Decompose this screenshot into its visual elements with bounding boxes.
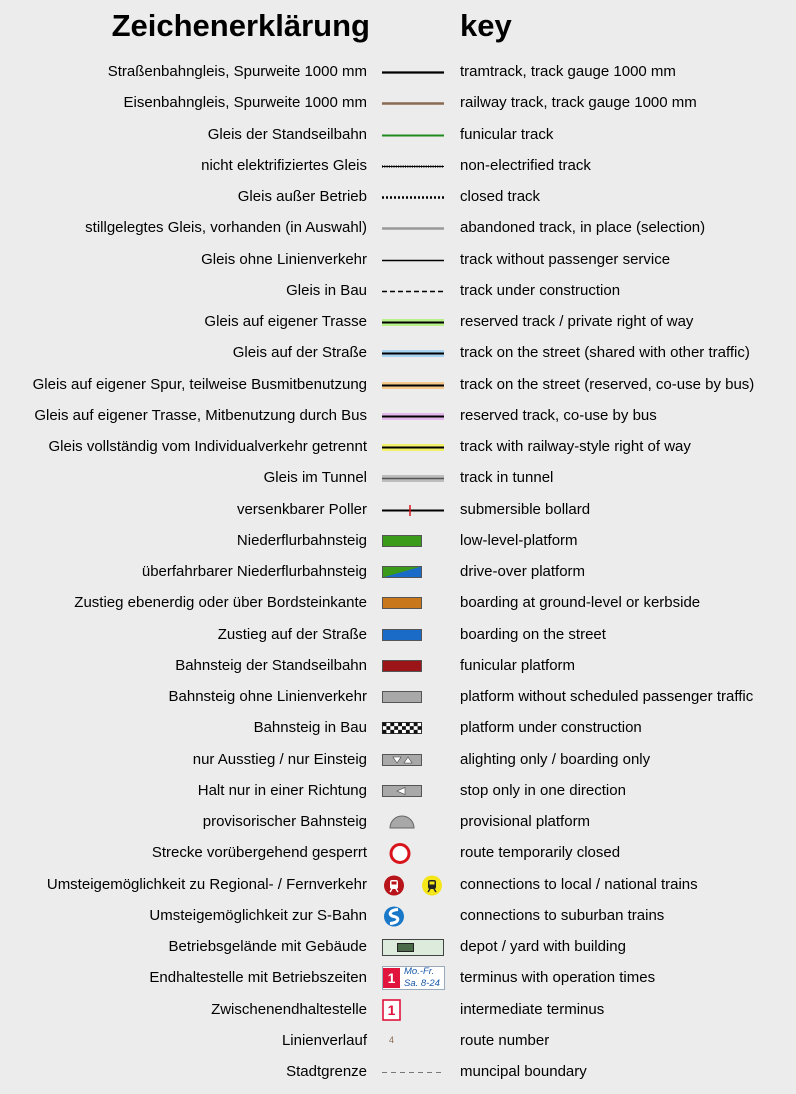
label-de: Gleis auf eigener Spur, teilweise Busmitbenutzung bbox=[32, 375, 367, 393]
legend-row-reservedbus bbox=[0, 401, 796, 432]
legend-row-bollard bbox=[0, 495, 796, 526]
label-en: boarding on the street bbox=[460, 625, 606, 643]
route-number-label: 4 bbox=[389, 1034, 395, 1045]
alighting-boarding-icon bbox=[380, 745, 446, 776]
label-de: Strecke vorübergehend gesperrt bbox=[151, 844, 367, 862]
label-en: connections to suburban trains bbox=[460, 906, 665, 924]
legend-row-provisional bbox=[0, 807, 796, 838]
label-en: non-electrified track bbox=[460, 156, 591, 174]
label-en: route number bbox=[460, 1031, 550, 1049]
drive-over-platform-icon bbox=[380, 557, 446, 588]
municipal-boundary-icon bbox=[380, 1057, 446, 1088]
label-en: abandoned track, in place (selection) bbox=[460, 219, 706, 237]
label-en: tramtrack, track gauge 1000 mm bbox=[460, 63, 676, 80]
reserved-track-line-icon bbox=[380, 307, 446, 338]
title-de: Zeichenerklärung bbox=[111, 8, 370, 43]
label-en: funicular platform bbox=[460, 656, 576, 674]
label-de: Stadtgrenze bbox=[286, 1063, 367, 1080]
label-de: Zustieg auf der Straße bbox=[217, 625, 367, 643]
label-de: Gleis ohne Linienverkehr bbox=[201, 250, 367, 268]
label-en: low-level-platform bbox=[460, 531, 578, 549]
legend-row-nonelectrified bbox=[0, 151, 796, 182]
street-boarding-icon bbox=[380, 620, 446, 651]
label-de: Umsteigemöglichkeit zur S-Bahn bbox=[149, 906, 367, 924]
legend-row-construction bbox=[0, 276, 796, 307]
funicular-line-icon bbox=[380, 120, 446, 151]
label-de: Endhaltestelle mit Betriebszeiten bbox=[149, 969, 367, 987]
label-en: muncipal boundary bbox=[460, 1063, 587, 1080]
reserved-bus-track-line-icon bbox=[380, 401, 446, 432]
depot-icon bbox=[380, 932, 446, 963]
terminus-times: Sa. 8-24 bbox=[404, 978, 440, 990]
label-en: route temporarily closed bbox=[460, 844, 621, 862]
label-en: depot / yard with building bbox=[460, 938, 626, 955]
label-en: boarding at ground-level or kerbside bbox=[460, 594, 701, 612]
legend-row-lowplatform bbox=[0, 526, 796, 557]
label-en: connections to local / national trains bbox=[460, 875, 698, 893]
label-de: Zwischenendhaltestelle bbox=[211, 1000, 367, 1018]
legend-row-funicular bbox=[0, 120, 796, 151]
route-number-icon bbox=[380, 1026, 446, 1057]
label-de: Gleis in Bau bbox=[286, 281, 367, 299]
terminus-number: 1 bbox=[387, 970, 396, 987]
label-en: funicular track bbox=[460, 125, 554, 143]
legend-row-tunnel bbox=[0, 463, 796, 494]
intermediate-terminus-icon bbox=[380, 995, 446, 1026]
legend-row-boundary bbox=[0, 1057, 796, 1088]
label-de: Niederflurbahnsteig bbox=[236, 531, 367, 549]
label-de: Gleis im Tunnel bbox=[263, 469, 367, 487]
label-en: terminus with operation times bbox=[460, 969, 656, 987]
label-en: track on the street (reserved, co-use by bus) bbox=[460, 375, 755, 393]
label-de: überfahrbarer Niederflurbahnsteig bbox=[141, 563, 367, 580]
terminus-icon bbox=[380, 963, 446, 994]
label-en: track under construction bbox=[460, 281, 621, 299]
legend-row-sbahn bbox=[0, 901, 796, 932]
label-en: provisional platform bbox=[460, 813, 591, 830]
construction-line-icon bbox=[380, 276, 446, 307]
non-electrified-line-icon bbox=[380, 151, 446, 182]
tunnel-line-icon bbox=[380, 463, 446, 494]
legend-row-noserviceplatform bbox=[0, 682, 796, 713]
label-de: Bahnsteig ohne Linienverkehr bbox=[168, 688, 367, 705]
label-en: reserved track / private right of way bbox=[460, 313, 694, 330]
label-en: railway track, track gauge 1000 mm bbox=[460, 94, 697, 112]
route-closed-icon bbox=[380, 838, 446, 869]
label-de: Gleis auf der Straße bbox=[232, 344, 367, 362]
label-en: submersible bollard bbox=[460, 500, 591, 518]
legend-row-routeclosed bbox=[0, 838, 796, 869]
label-en: intermediate terminus bbox=[460, 1000, 605, 1018]
train-connection-icon bbox=[380, 870, 446, 901]
legend-row-driveover bbox=[0, 557, 796, 588]
label-en: alighting only / boarding only bbox=[460, 750, 651, 768]
intermediate-number: 1 bbox=[387, 1001, 396, 1018]
label-de: Gleis vollständig vom Individualverkehr getrennt bbox=[48, 438, 367, 455]
legend-row-platformconstruction bbox=[0, 713, 796, 744]
label-de: Gleis außer Betrieb bbox=[237, 188, 367, 205]
street-bus-track-line-icon bbox=[380, 370, 446, 401]
provisional-platform-icon bbox=[380, 807, 446, 838]
legend-row-streetbus bbox=[0, 370, 796, 401]
label-en: platform without scheduled passenger traffic bbox=[460, 688, 754, 705]
street-track-line-icon bbox=[380, 338, 446, 369]
label-en: track on the street (shared with other traffic) bbox=[460, 344, 750, 362]
label-en: closed track bbox=[460, 188, 541, 205]
label-de: Straßenbahngleis, Spurweite 1000 mm bbox=[107, 63, 367, 80]
checkered-platform-icon bbox=[380, 713, 446, 744]
legend-row-onedirection bbox=[0, 776, 796, 807]
legend-row-abandoned bbox=[0, 213, 796, 244]
label-en: platform under construction bbox=[460, 719, 642, 737]
label-de: Gleis auf eigener Trasse bbox=[204, 313, 367, 330]
legend-row-routenumber bbox=[0, 1026, 796, 1057]
legend-row-alighting bbox=[0, 745, 796, 776]
label-de: Gleis der Standseilbahn bbox=[207, 125, 367, 143]
label-de: Bahnsteig der Standseilbahn bbox=[175, 656, 367, 674]
legend-row-terminus bbox=[0, 963, 796, 994]
legend-row-streetboarding bbox=[0, 620, 796, 651]
legend-row-reserved bbox=[0, 307, 796, 338]
title-en: key bbox=[460, 8, 512, 43]
label-de: nicht elektrifiziertes Gleis bbox=[201, 156, 367, 174]
label-de: versenkbarer Poller bbox=[236, 500, 367, 518]
label-en: track with railway-style right of way bbox=[460, 438, 691, 455]
label-de: provisorischer Bahnsteig bbox=[202, 813, 367, 830]
separated-track-line-icon bbox=[380, 432, 446, 463]
s-bahn-icon bbox=[380, 901, 446, 932]
tramtrack-line-icon bbox=[380, 57, 446, 88]
no-service-line-icon bbox=[380, 245, 446, 276]
label-de: Gleis auf eigener Trasse, Mitbenutzung durch Bus bbox=[34, 406, 367, 424]
legend-row-tramtrack bbox=[0, 57, 796, 88]
legend-row-closed bbox=[0, 182, 796, 213]
funicular-platform-icon bbox=[380, 651, 446, 682]
legend-row-depot bbox=[0, 932, 796, 963]
legend-row-funicularplatform bbox=[0, 651, 796, 682]
legend-row-noservice bbox=[0, 245, 796, 276]
abandoned-track-line-icon bbox=[380, 213, 446, 244]
railway-line-icon bbox=[380, 88, 446, 119]
legend-row-separated bbox=[0, 432, 796, 463]
legend-row-regional bbox=[0, 870, 796, 901]
label-en: reserved track, co-use by bus bbox=[460, 406, 657, 424]
label-de: Zustieg ebenerdig oder über Bordsteinkante bbox=[74, 594, 367, 612]
legend-row-groundlevel bbox=[0, 588, 796, 619]
label-de: stillgelegtes Gleis, vorhanden (in Auswahl) bbox=[85, 219, 367, 237]
low-platform-icon bbox=[380, 526, 446, 557]
legend-row-railway bbox=[0, 88, 796, 119]
ground-level-boarding-icon bbox=[380, 588, 446, 619]
label-de: Eisenbahngleis, Spurweite 1000 mm bbox=[123, 94, 367, 112]
label-en: stop only in one direction bbox=[460, 781, 626, 799]
label-de: nur Ausstieg / nur Einsteig bbox=[192, 750, 367, 768]
label-en: drive-over platform bbox=[460, 563, 586, 580]
label-en: track without passenger service bbox=[460, 250, 671, 268]
label-de: Betriebsgelände mit Gebäude bbox=[168, 938, 367, 955]
bollard-icon bbox=[380, 495, 446, 526]
legend-row-intermediate bbox=[0, 995, 796, 1026]
one-direction-stop-icon bbox=[380, 776, 446, 807]
label-en: track in tunnel bbox=[460, 469, 554, 487]
no-service-platform-icon bbox=[380, 682, 446, 713]
label-de: Bahnsteig in Bau bbox=[253, 719, 367, 737]
label-de: Umsteigemöglichkeit zu Regional- / Fernverkehr bbox=[46, 875, 367, 893]
label-de: Halt nur in einer Richtung bbox=[197, 781, 367, 799]
label-de: Linienverlauf bbox=[281, 1031, 367, 1049]
closed-track-line-icon bbox=[380, 182, 446, 213]
legend-row-street bbox=[0, 338, 796, 369]
terminus-days: Mo.-Fr. bbox=[404, 966, 435, 978]
